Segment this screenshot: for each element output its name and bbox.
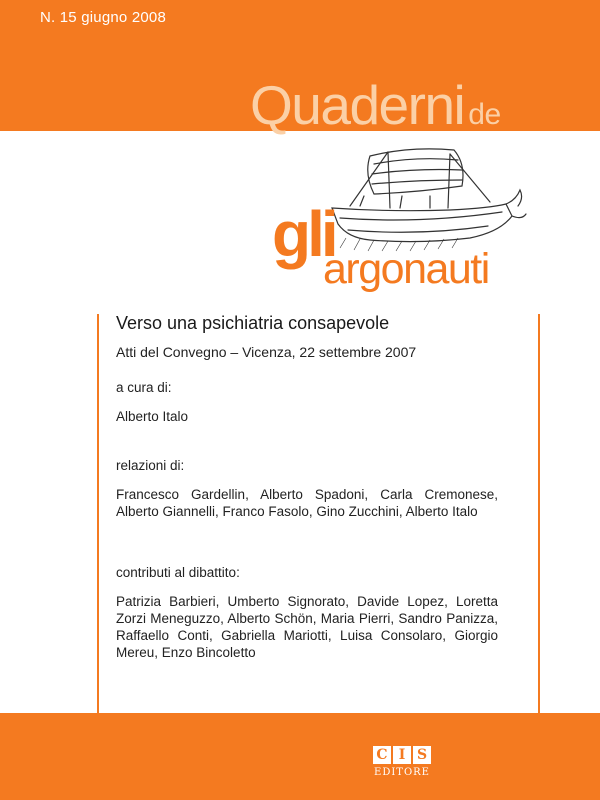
publisher-logo-letters [370, 746, 434, 764]
publisher-logo [370, 746, 434, 778]
series-title-main: Quaderni [250, 74, 465, 136]
editor-label: a cura di: [116, 380, 172, 395]
series-title-suffix: de [468, 98, 501, 131]
series-title [250, 74, 501, 136]
publisher-logo-letter: I [393, 746, 411, 764]
left-rule [97, 314, 99, 713]
reports-label: relazioni di: [116, 458, 185, 473]
bottom-orange-band [0, 713, 600, 800]
reports-authors: Francesco Gardellin, Alberto Spadoni, Carla Cremonese, Alberto Giannelli, Franco Fasolo, Gino Zucchini, Alberto Italo [116, 487, 498, 519]
contributions-label: contributi al dibattito: [116, 565, 240, 580]
publisher-logo-letter: C [373, 746, 391, 764]
publisher-name: EDITORE [374, 767, 430, 778]
right-rule [538, 314, 540, 713]
contributions-authors: Patrizia Barbieri, Umberto Signorato, Davide Lopez, Loretta Zorzi Meneguzzo, Alberto Schön, Maria Pierri, Sandro Panizza, Raffaello Conti, Gabriella Mariotti, Luisa Consolaro, Giorgio Mereu, Enzo Bincoletto [116, 594, 498, 660]
issue-label: N. 15 giugno 2008 [40, 9, 167, 26]
masthead-argonauti: argonauti [323, 245, 489, 293]
masthead-gli: gli [272, 198, 335, 270]
cover-content [116, 312, 498, 685]
conference-info: Atti del Convegno – Vicenza, 22 settembre 2007 [116, 344, 417, 360]
publisher-logo-letter: S [413, 746, 431, 764]
volume-subject: Verso una psichiatria consapevole [116, 313, 390, 333]
ship-icon [330, 140, 530, 252]
editor-name: Alberto Italo [116, 409, 189, 424]
